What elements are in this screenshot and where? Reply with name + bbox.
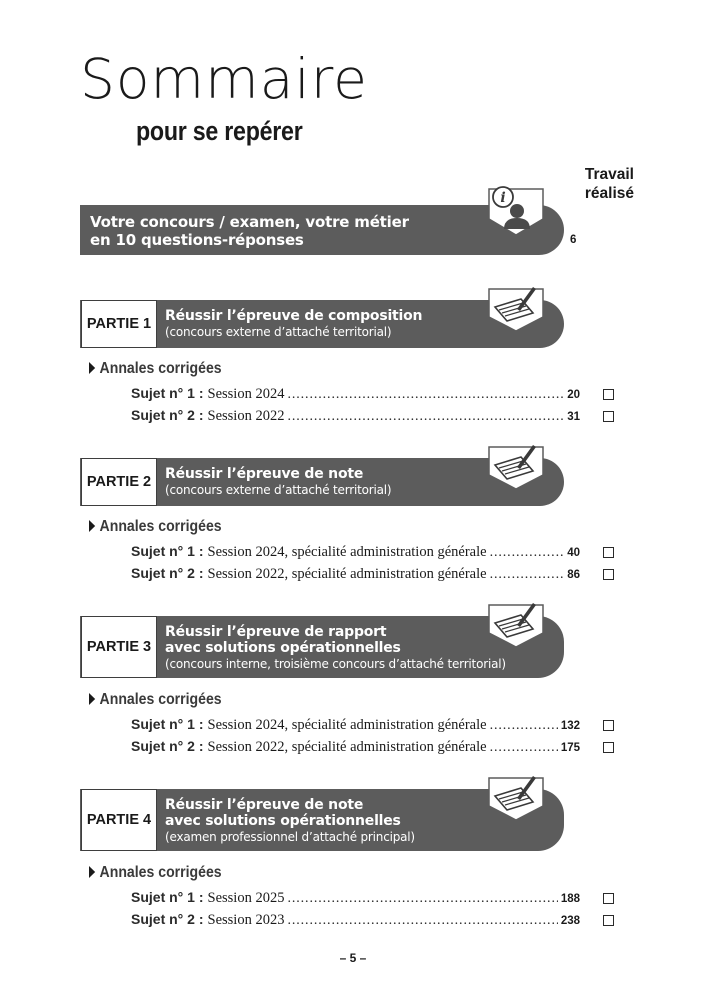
part-1-title [165,308,422,340]
entry-part-3-sujet-1[interactable]: Sujet n° 1 : Session 2024, spécialité administration générale . . . 132 [131,716,580,736]
part-3-heading-line2: avec solutions opérationnelles [165,640,401,656]
part-3-heading-line1: Réussir l’épreuve de rapport [165,624,387,640]
page-subtitle: pour se repérer [136,116,303,146]
part-1-badge: PARTIE 1 [81,300,157,348]
part-4-title [165,797,415,845]
done-checkbox[interactable] [603,893,614,904]
part-4-subheading: (examen professionnel d’attaché principal) [165,830,415,844]
intro-line2: en 10 questions-réponses [90,231,304,249]
part-1-subheading: (concours externe d’attaché territorial) [165,325,392,339]
part-4-badge: PARTIE 4 [81,789,157,851]
dot-leader [490,567,565,583]
annales-corrigees-label: Annales corrigées [89,691,222,709]
dot-leader [287,891,557,907]
info-person-icon [487,183,545,241]
dot-leader [490,740,558,756]
entry-part-3-sujet-2[interactable]: Sujet n° 2 : Session 2022, spécialité administration générale . . . 175 [131,738,580,758]
part-2-subheading: (concours externe d’attaché territorial) [165,483,392,497]
entry-part-1-sujet-1[interactable]: Sujet n° 1 : Session 2024 . . . 20 [131,385,580,405]
annales-corrigees-label: Annales corrigées [89,360,222,378]
done-checkbox[interactable] [603,915,614,926]
part-1-heading: Réussir l’épreuve de composition [165,308,423,324]
entry-part-4-sujet-1[interactable]: Sujet n° 1 : Session 2025 . . . 188 [131,889,580,909]
svg-text:i: i [500,190,506,206]
intro-page-number: 6 [570,234,577,246]
travail-realise-header [560,165,634,203]
page-footer-number: – 5 – [339,951,367,965]
entry-part-4-sujet-2[interactable]: Sujet n° 2 : Session 2023 . . . 238 [131,911,580,931]
travail-label-line2: réalisé [584,185,634,202]
part-3-title [165,624,506,672]
dot-leader [287,387,564,403]
done-checkbox[interactable] [603,389,614,400]
done-checkbox[interactable] [603,720,614,731]
intro-heading [90,213,409,249]
pencil-notepad-icon [487,441,545,493]
done-checkbox[interactable] [603,411,614,422]
entry-part-1-sujet-2[interactable]: Sujet n° 2 : Session 2022 . . . 31 [131,407,580,427]
travail-label-line1: Travail [584,166,634,183]
annales-corrigees-label: Annales corrigées [89,518,222,536]
done-checkbox[interactable] [603,547,614,558]
entry-part-2-sujet-2[interactable]: Sujet n° 2 : Session 2022, spécialité administration générale . . . 86 [131,565,580,585]
bullet-triangle-icon [89,693,95,705]
pencil-notepad-icon [487,772,545,824]
part-3-badge: PARTIE 3 [81,616,157,678]
pencil-notepad-icon [487,599,545,651]
bullet-triangle-icon [89,520,95,532]
done-checkbox[interactable] [603,742,614,753]
part-2-badge: PARTIE 2 [81,458,157,506]
part-3-subheading: (concours interne, troisième concours d’attaché territorial) [165,657,506,671]
part-4-heading-line1: Réussir l’épreuve de note [165,797,364,813]
page-title: Sommaire [80,47,368,111]
part-4-heading-line2: avec solutions opérationnelles [165,813,401,829]
dot-leader [490,545,565,561]
done-checkbox[interactable] [603,569,614,580]
bullet-triangle-icon [89,866,95,878]
intro-line1: Votre concours / examen, votre métier [90,213,409,231]
dot-leader [287,409,564,425]
bullet-triangle-icon [89,362,95,374]
part-2-title [165,466,391,498]
annales-corrigees-label: Annales corrigées [89,864,222,882]
pencil-notepad-icon [487,283,545,335]
part-2-heading: Réussir l’épreuve de note [165,466,364,482]
entry-part-2-sujet-1[interactable]: Sujet n° 1 : Session 2024, spécialité administration générale . . . 40 [131,543,580,563]
dot-leader [287,913,557,929]
dot-leader [490,718,558,734]
